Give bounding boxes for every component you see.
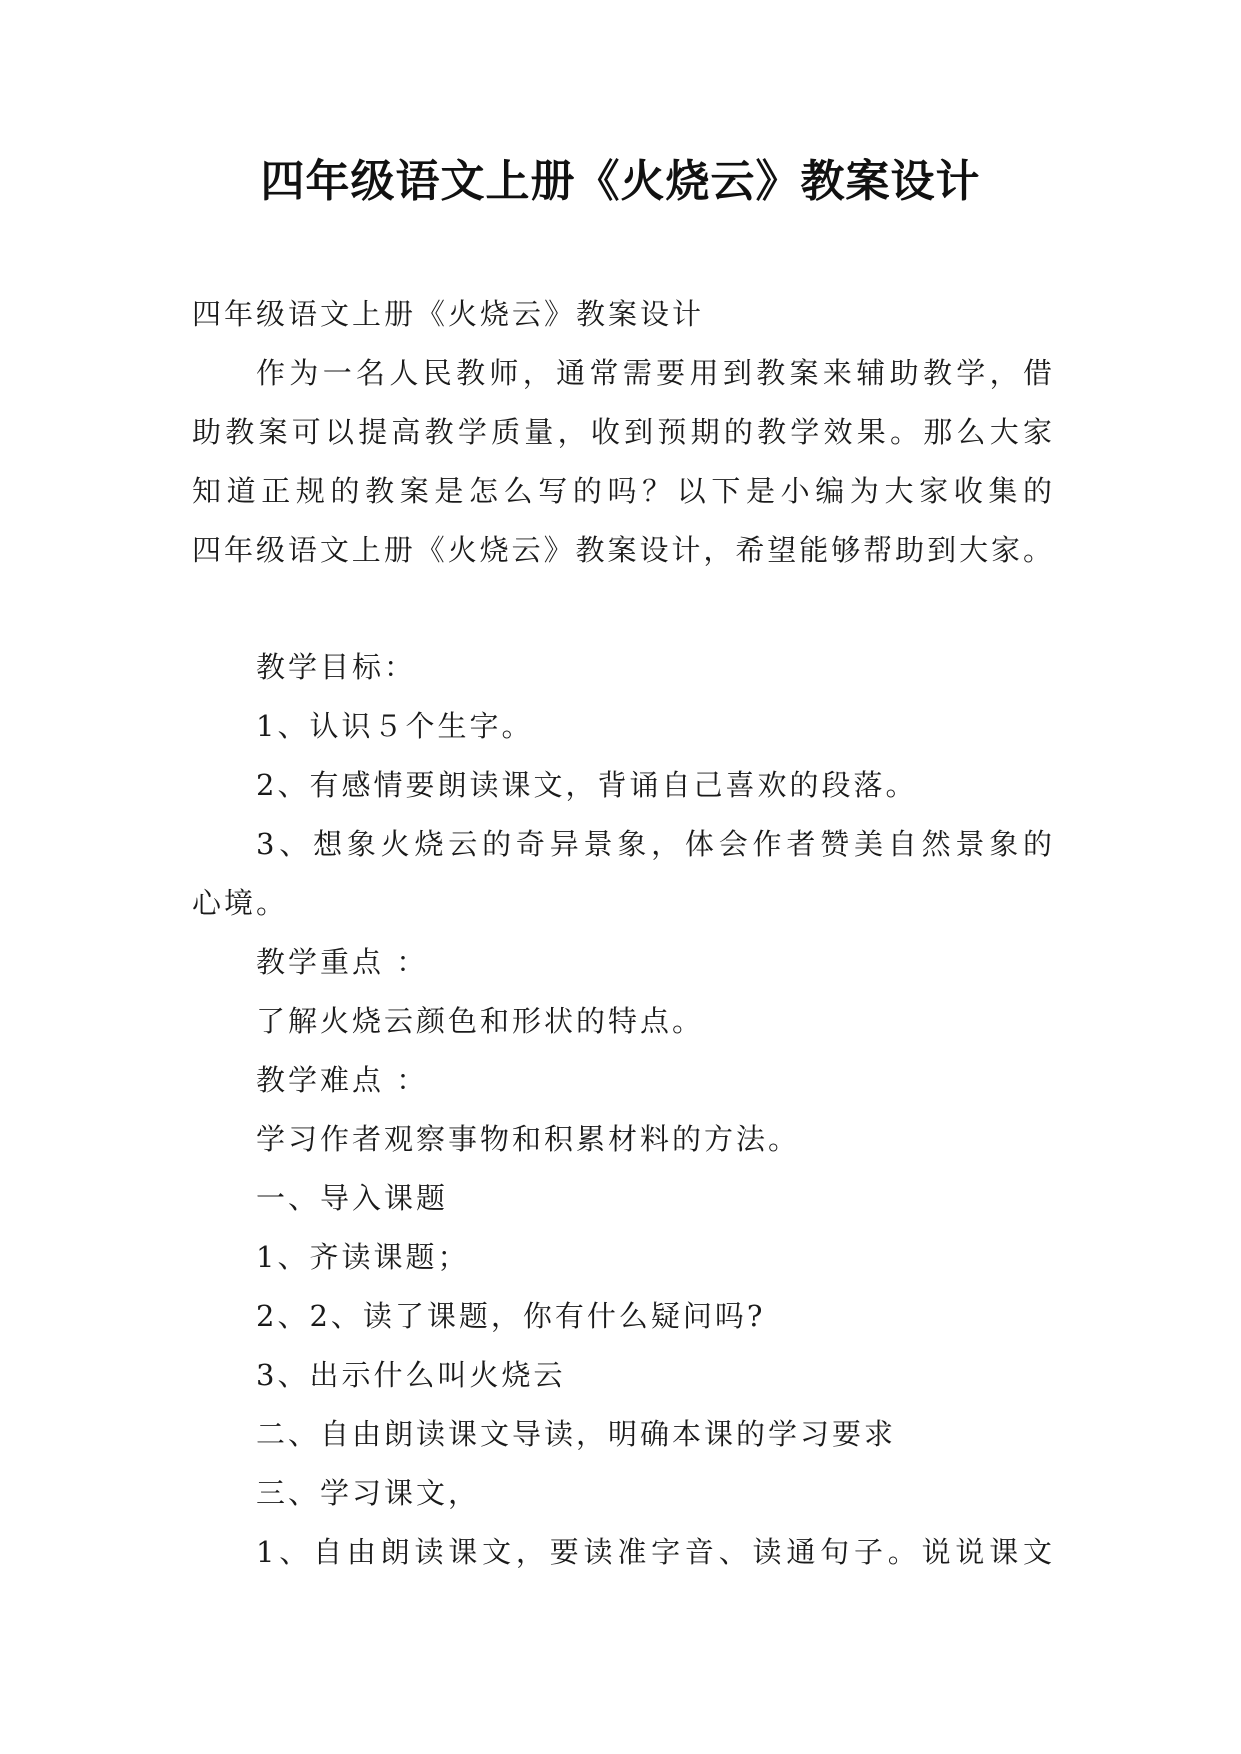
goal-item-3-line-1: 3、想象火烧云的奇异景象，体会作者赞美自然景象的 bbox=[256, 827, 1052, 861]
difficulty-heading: 教学难点 ： bbox=[256, 1063, 429, 1097]
intro-line-1: 作为一名人民教师，通常需要用到教案来辅助教学，借 bbox=[256, 356, 1052, 390]
document-subtitle: 四年级语文上册《火烧云》教案设计 bbox=[192, 297, 705, 331]
goal-item-3-line-2: 心境。 bbox=[192, 886, 289, 920]
step-3-heading: 三、学习课文， bbox=[256, 1476, 481, 1510]
step-1-item-2: 2、2、读了课题，你有什么疑问吗? bbox=[256, 1299, 766, 1333]
document-title: 四年级语文上册《火烧云》教案设计 bbox=[260, 156, 981, 207]
document-body bbox=[192, 285, 1052, 1582]
step-2-heading: 二、自由朗读课文导读，明确本课的学习要求 bbox=[256, 1417, 897, 1451]
goal-item-1: 1、认识５个生字。 bbox=[256, 709, 534, 743]
key-point-heading: 教学重点 ： bbox=[256, 945, 429, 979]
intro-line-4: 四年级语文上册《火烧云》教案设计，希望能够帮助到大家。 bbox=[192, 533, 1052, 567]
step-1-heading: 一、导入课题 bbox=[256, 1181, 449, 1215]
step-3-item-1: 1、自由朗读课文，要读准字音、读通句子。说说课文 bbox=[256, 1535, 1052, 1569]
step-1-item-1: 1、齐读课题； bbox=[256, 1240, 470, 1274]
goals-heading: 教学目标： bbox=[256, 650, 417, 684]
key-point-text: 了解火烧云颜色和形状的特点。 bbox=[256, 1004, 705, 1038]
paragraph-spacer bbox=[192, 580, 1052, 638]
goal-item-2: 2、有感情要朗读课文，背诵自己喜欢的段落。 bbox=[256, 768, 918, 802]
step-1-item-3: 3、出示什么叫火烧云 bbox=[256, 1358, 566, 1392]
intro-line-2: 助教案可以提高教学质量，收到预期的教学效果。那么大家 bbox=[192, 415, 1052, 449]
intro-line-3: 知道正规的教案是怎么写的吗？以下是小编为大家收集的 bbox=[192, 474, 1052, 508]
difficulty-text: 学习作者观察事物和积累材料的方法。 bbox=[256, 1122, 801, 1156]
